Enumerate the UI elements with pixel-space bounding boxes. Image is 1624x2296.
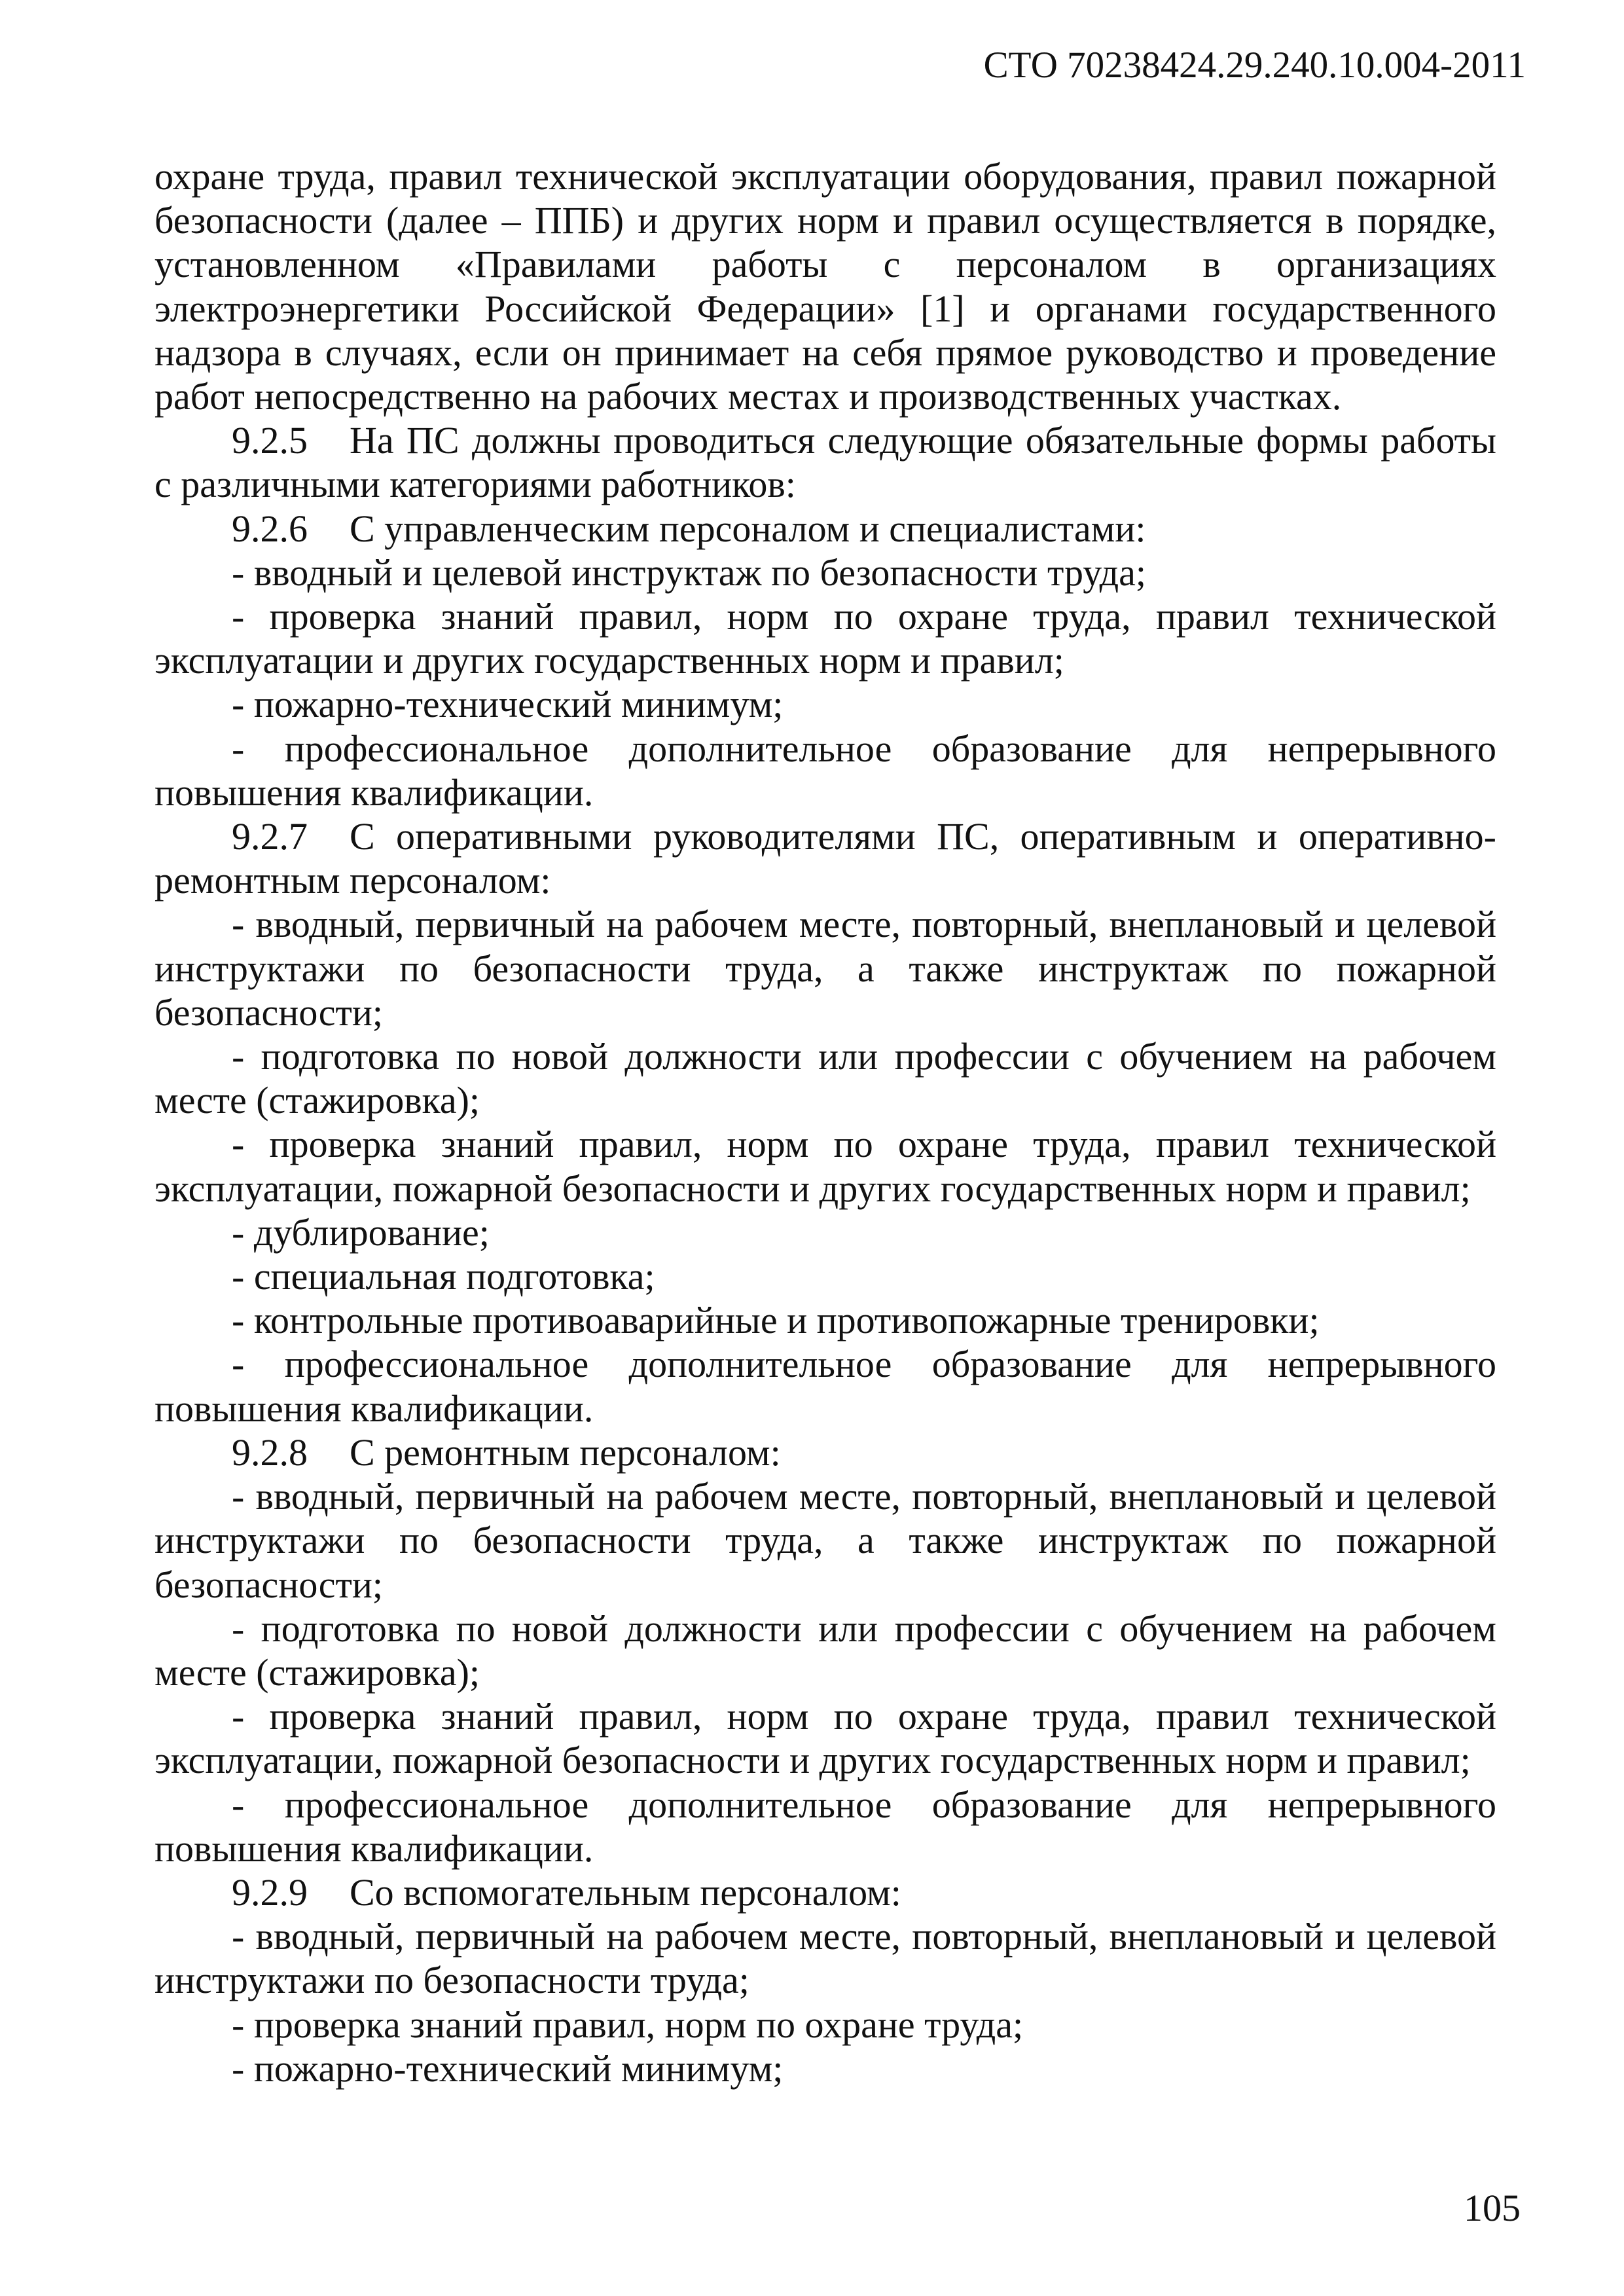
paragraph-text: охране труда, правил технической эксплуатации оборудования, правил пожарной безопасности (далее – ППБ) и других норм и правил осуществляется в порядке, установленном «Правилами работы с персоналом в организациях электроэнергетики Российской Федерации» [1] и органами государственного надзора в случаях, если он принимает на себя прямое руководство и проведение работ непосредственно на рабочих местах и производственных участках. (154, 155, 1496, 418)
paragraph-text: - профессиональное дополнительное образование для непрерывного повышения квалификации. (154, 1343, 1496, 1430)
document-body (154, 155, 1496, 2090)
paragraph-text: - проверка знаний правил, норм по охране труда, правил технической эксплуатации, пожарной безопасности и других государственных норм и правил; (154, 1695, 1496, 1782)
paragraph-text: - проверка знаний правил, норм по охране труда, правил технической эксплуатации, пожарной безопасности и других государственных норм и правил; (154, 1123, 1496, 1210)
body-paragraph (154, 1254, 1496, 1298)
body-paragraph (154, 1298, 1496, 1342)
clause-paragraph (154, 507, 1496, 551)
clause-number: 9.2.5 (232, 419, 308, 462)
paragraph-text: С оперативными руководителями ПС, оперативным и оперативно-ремонтным персоналом: (154, 815, 1496, 902)
clause-number: 9.2.8 (232, 1430, 308, 1474)
body-paragraph (154, 1122, 1496, 1210)
clause-paragraph (154, 1430, 1496, 1474)
paragraph-text: - дублирование; (232, 1211, 490, 1254)
paragraph-text: - подготовка по новой должности или профессии с обучением на рабочем месте (стажировка); (154, 1607, 1496, 1694)
paragraph-text: - профессиональное дополнительное образование для непрерывного повышения квалификации. (154, 1783, 1496, 1870)
paragraph-text: - подготовка по новой должности или профессии с обучением на рабочем месте (стажировка); (154, 1035, 1496, 1122)
paragraph-text: - вводный, первичный на рабочем месте, повторный, внеплановый и целевой инструктажи по безопасности труда; (154, 1915, 1496, 2002)
clause-number: 9.2.6 (232, 507, 308, 550)
paragraph-text: - пожарно-технический минимум; (232, 2047, 784, 2090)
paragraph-text: На ПС должны проводиться следующие обязательные формы работы с различными категориями работников: (154, 419, 1496, 506)
paragraph-text: Со вспомогательным персоналом: (350, 1870, 901, 1914)
body-paragraph (154, 1783, 1496, 1870)
paragraph-text: - пожарно-технический минимум; (232, 683, 784, 726)
body-paragraph (154, 1914, 1496, 2002)
paragraph-text: С ремонтным персоналом: (350, 1430, 781, 1474)
body-paragraph (154, 902, 1496, 1034)
body-paragraph (154, 155, 1496, 418)
paragraph-text: - профессиональное дополнительное образование для непрерывного повышения квалификации. (154, 727, 1496, 814)
paragraph-text: - вводный, первичный на рабочем месте, повторный, внеплановый и целевой инструктажи по безопасности труда, а также инструктаж по пожарной безопасности; (154, 903, 1496, 1034)
body-paragraph (154, 1474, 1496, 1607)
paragraph-text: - специальная подготовка; (232, 1255, 655, 1298)
body-paragraph (154, 1034, 1496, 1122)
paragraph-text: - контрольные противоаварийные и противопожарные тренировки; (232, 1299, 1320, 1342)
clause-paragraph (154, 418, 1496, 506)
paragraph-text: - проверка знаний правил, норм по охране труда; (232, 2003, 1024, 2046)
body-paragraph (154, 594, 1496, 682)
paragraph-text: - вводный и целевой инструктаж по безопасности труда; (232, 551, 1146, 594)
clause-paragraph (154, 1870, 1496, 1914)
body-paragraph (154, 1694, 1496, 1782)
clause-number: 9.2.9 (232, 1870, 308, 1914)
body-paragraph (154, 727, 1496, 814)
body-paragraph (154, 1607, 1496, 1694)
body-paragraph (154, 1211, 1496, 1254)
body-paragraph (154, 2047, 1496, 2090)
paragraph-text: - проверка знаний правил, норм по охране труда, правил технической эксплуатации и других государственных норм и правил; (154, 595, 1496, 682)
paragraph-text: С управленческим персоналом и специалистами: (350, 507, 1146, 550)
body-paragraph (154, 2003, 1496, 2047)
document-code-header: СТО 70238424.29.240.10.004-2011 (983, 45, 1526, 86)
paragraph-text: - вводный, первичный на рабочем месте, повторный, внеплановый и целевой инструктажи по безопасности труда, а также инструктаж по пожарной безопасности; (154, 1475, 1496, 1606)
page-number: 105 (1464, 2187, 1521, 2229)
clause-number: 9.2.7 (232, 815, 308, 858)
body-paragraph (154, 682, 1496, 726)
body-paragraph (154, 551, 1496, 594)
clause-paragraph (154, 814, 1496, 902)
body-paragraph (154, 1342, 1496, 1430)
